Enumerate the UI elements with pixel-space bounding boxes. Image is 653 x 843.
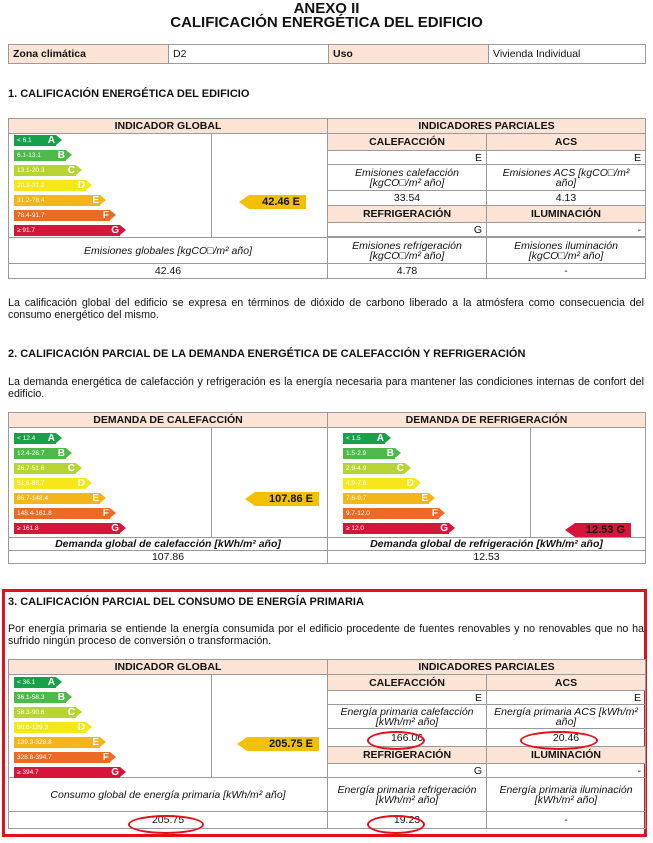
s3-ref-value: 19.23	[328, 812, 487, 829]
s2-cal-bar-a	[14, 433, 56, 444]
s2-ref-bar-letter: G	[440, 523, 448, 534]
s1-iluminacion-header: ILUMINACIÓN	[487, 206, 646, 223]
uso-label: Uso	[329, 45, 489, 64]
highlight-oval-global	[128, 815, 204, 834]
s2-ref-bar-letter: B	[386, 448, 394, 459]
s3-bar-f	[14, 752, 110, 763]
s1-acs-letter: E	[487, 151, 646, 165]
highlight-oval-cal	[367, 731, 425, 750]
s2-ref-bar-range: 9.7-12.0	[346, 510, 370, 517]
s2-cal-bar-range: 148.4-161.8	[17, 510, 52, 517]
s2-ref-bar-letter: F	[431, 508, 438, 519]
s1-calefaccion-header: CALEFACCIÓN	[328, 134, 487, 151]
s1-bar-a	[14, 135, 56, 146]
s3-bar-letter: A	[47, 677, 55, 688]
s3-bar-e	[14, 737, 100, 748]
s1-bar-b	[14, 150, 66, 161]
s3-ref-label: Energía primaria refrigeración [kWh/m² año]	[328, 778, 487, 812]
s2-cal-bar-letter: G	[111, 523, 119, 534]
s1-bar-letter: C	[67, 165, 75, 176]
s1-bar-e	[14, 195, 100, 206]
s1-indicator-cell	[212, 134, 328, 238]
s2-ref-bar-letter: D	[406, 478, 414, 489]
s1-bar-range: 20.3-31.2	[17, 182, 45, 189]
s1-ref-value: 4.78	[328, 264, 487, 279]
s2-ref-bar-d	[343, 478, 415, 489]
s1-cal-letter: E	[328, 151, 487, 165]
s3-cal-value: 166.06	[328, 729, 487, 747]
section2-heading: 2. CALIFICACIÓN PARCIAL DE LA DEMANDA ENERGÉTICA DE CALEFACCIÓN Y REFRIGERACIÓN	[8, 348, 526, 360]
s2-ref-bar-letter: A	[376, 433, 384, 444]
s3-bar-range: < 36.1	[17, 679, 36, 686]
s1-bar-range: < 6.1	[17, 137, 32, 144]
s3-ref-letter: G	[328, 764, 487, 778]
s2-cal-bar-d	[14, 478, 86, 489]
zone-table	[8, 44, 646, 64]
s3-bar-range: 58.3-90.6	[17, 709, 45, 716]
s3-global-label: Consumo global de energía primaria [kWh/m² año]	[9, 778, 328, 812]
s1-ilu-value: -	[487, 264, 646, 279]
s1-global-label: Emisiones globales [kgCO□/m² año]	[9, 238, 328, 264]
s1-acs-value: 4.13	[487, 191, 646, 206]
s1-ref-letter: G	[328, 223, 487, 237]
s2-cal-bar-letter: C	[67, 463, 75, 474]
s3-global-value: 205.75	[9, 812, 328, 829]
s2-ref-bar-range: 7.6-9.7	[346, 495, 367, 502]
s2-ref-indicator-cell	[531, 428, 646, 538]
s3-bar-range: ≥ 394.7	[17, 769, 39, 776]
s1-bar-c	[14, 165, 76, 176]
s2-cal-bar-range: 51.6-86.7	[17, 480, 45, 487]
zone-label: Zona climática	[9, 45, 169, 64]
uso-value: Vivienda Individual	[489, 45, 646, 64]
s1-acs-header: ACS	[487, 134, 646, 151]
section1-heading: 1. CALIFICACIÓN ENERGÉTICA DEL EDIFICIO	[8, 88, 250, 100]
s2-ref-bar-range: ≥ 12.0	[346, 525, 365, 532]
s3-indicador-global-header: INDICADOR GLOBAL	[9, 660, 328, 675]
s2-cal-bar-range: 12.4-26.7	[17, 450, 45, 457]
s1-bar-range: 6.1-13.1	[17, 152, 41, 159]
s2-ref-bar-f	[343, 508, 439, 519]
s1-global-indicator: 42.46 E	[249, 195, 306, 209]
s1-bar-letter: B	[57, 150, 65, 161]
s2-cal-bar-letter: E	[92, 493, 99, 504]
s3-bar-letter: D	[77, 722, 85, 733]
s2-cal-bar-e	[14, 493, 100, 504]
s2-paragraph: La demanda energética de calefacción y refrigeración es la energía necesaria para mantener las condiciones internas de confort del edificio.	[8, 376, 644, 400]
s3-acs-header: ACS	[487, 675, 646, 691]
zone-value: D2	[169, 45, 329, 64]
s3-calefaccion-header: CALEFACCIÓN	[328, 675, 487, 691]
s1-bar-range: ≥ 91.7	[17, 227, 36, 234]
s3-bar-a	[14, 677, 56, 688]
s2-cal-label: Demanda global de calefacción [kWh/m² año]	[9, 538, 328, 551]
s1-acs-label: Emisiones ACS [kgCO□/m² año]	[487, 165, 646, 191]
s2-cal-indicator: 107.86 E	[255, 492, 319, 506]
page-title: CALIFICACIÓN ENERGÉTICA DEL EDIFICIO	[170, 14, 483, 31]
s2-cal-indicator-cell	[212, 428, 328, 538]
s2-cal-value: 107.86	[9, 551, 328, 564]
s2-ref-label: Demanda global de refrigeración [kWh/m² año]	[328, 538, 646, 551]
s2-cal-header: DEMANDA DE CALEFACCIÓN	[9, 413, 328, 428]
s3-cal-letter: E	[328, 691, 487, 705]
s2-cal-bar-range: 86.7-148.4	[17, 495, 49, 502]
s3-acs-label: Energía primaria ACS [kWh/m² año]	[487, 705, 646, 729]
s3-acs-letter: E	[487, 691, 646, 705]
s3-ilu-letter: -	[487, 764, 646, 778]
s2-ref-bar-range: < 1.5	[346, 435, 361, 442]
section2-table	[8, 412, 646, 564]
s2-cal-bar-range: 26.7-51.6	[17, 465, 45, 472]
s2-ref-bar-c	[343, 463, 405, 474]
s3-ilu-value: -	[487, 812, 646, 829]
s1-global-value: 42.46	[9, 264, 328, 279]
s1-bar-letter: A	[47, 135, 55, 146]
s1-bar-range: 31.2-78.4	[17, 197, 45, 204]
indicadores-parciales-header: INDICADORES PARCIALES	[328, 119, 646, 134]
s3-bar-letter: E	[92, 737, 99, 748]
s1-bar-d	[14, 180, 86, 191]
s2-ref-bar-b	[343, 448, 395, 459]
s2-ref-bar-e	[343, 493, 429, 504]
s2-cal-bar-letter: B	[57, 448, 65, 459]
s2-ref-bar-letter: E	[421, 493, 428, 504]
s3-bar-letter: B	[57, 692, 65, 703]
s1-bar-range: 78.4-91.7	[17, 212, 45, 219]
s1-refrigeracion-header: REFRIGERACIÓN	[328, 206, 487, 223]
s3-global-indicator: 205.75 E	[247, 737, 319, 751]
s3-cal-label: Energía primaria calefacción [kWh/m² año]	[328, 705, 487, 729]
s2-ref-value: 12.53	[328, 551, 646, 564]
s3-bar-range: 90.6-139.3	[17, 724, 49, 731]
s1-bar-range: 13.1-20.3	[17, 167, 45, 174]
s1-bar-letter: F	[102, 210, 109, 221]
s2-cal-bar-f	[14, 508, 110, 519]
s2-cal-bar-letter: F	[102, 508, 109, 519]
s1-ilu-letter: -	[487, 223, 646, 237]
s2-cal-bar-g	[14, 523, 120, 534]
s3-bar-range: 328.8-394.7	[17, 754, 52, 761]
s3-acs-value: 20.46	[487, 729, 646, 747]
s3-ilu-label: Energía primaria iluminación [kWh/m² año]	[487, 778, 646, 812]
s3-bar-letter: G	[111, 767, 119, 778]
section3-heading: 3. CALIFICACIÓN PARCIAL DEL CONSUMO DE ENERGÍA PRIMARIA	[8, 596, 364, 608]
s2-cal-bar-letter: D	[77, 478, 85, 489]
s3-bar-letter: C	[67, 707, 75, 718]
annex-label: ANEXO II	[293, 0, 360, 17]
s1-bar-letter: G	[111, 225, 119, 236]
s3-bar-range: 139.3-328.8	[17, 739, 52, 746]
highlight-oval-ref	[367, 815, 425, 834]
s2-cal-bar-c	[14, 463, 76, 474]
s2-cal-bar-letter: A	[47, 433, 55, 444]
indicador-global-header: INDICADOR GLOBAL	[9, 119, 328, 134]
s3-bar-c	[14, 707, 76, 718]
s1-paragraph: La calificación global del edificio se expresa en términos de dióxido de carbono liberado a la atmósfera como consecuencia del consumo energético del mismo.	[8, 297, 644, 321]
s3-bar-g	[14, 767, 120, 778]
s3-indicator-cell	[212, 675, 328, 778]
s3-paragraph: Por energía primaria se entiende la energía consumida por el edificio procedente de fuentes renovables y no renovables que no ha sufrido ningún proceso de conversión o transformación.	[8, 623, 644, 647]
s2-ref-bar-range: 1.5-2.9	[346, 450, 367, 457]
s1-bar-letter: D	[77, 180, 85, 191]
s1-cal-value: 33.54	[328, 191, 487, 206]
s2-ref-bar-range: 4.9-7.6	[346, 480, 367, 487]
s1-bar-g	[14, 225, 120, 236]
highlight-oval-acs	[520, 731, 598, 750]
s1-cal-label: Emisiones calefacción [kgCO□/m² año]	[328, 165, 487, 191]
s2-cal-bar-b	[14, 448, 66, 459]
s3-indicadores-parciales-header: INDICADORES PARCIALES	[328, 660, 646, 675]
s2-cal-bar-range: ≥ 161.8	[17, 525, 39, 532]
s2-ref-bar-g	[343, 523, 449, 534]
s3-bar-b	[14, 692, 66, 703]
s2-ref-header: DEMANDA DE REFRIGERACIÓN	[328, 413, 646, 428]
s2-ref-indicator: 12.53 G	[575, 523, 631, 537]
s2-ref-bar-letter: C	[396, 463, 404, 474]
s3-refrigeracion-header: REFRIGERACIÓN	[328, 747, 487, 764]
s1-ilu-label: Emisiones iluminación [kgCO□/m² año]	[487, 238, 646, 264]
s2-ref-bar-a	[343, 433, 385, 444]
s3-iluminacion-header: ILUMINACIÓN	[487, 747, 646, 764]
s1-bar-f	[14, 210, 110, 221]
s1-bar-letter: E	[92, 195, 99, 206]
s3-bar-d	[14, 722, 86, 733]
s3-bar-range: 36.1-58.3	[17, 694, 45, 701]
s2-cal-bar-range: < 12.4	[17, 435, 36, 442]
s2-ref-bar-range: 2.9-4.9	[346, 465, 367, 472]
s1-ref-label: Emisiones refrigeración [kgCO□/m² año]	[328, 238, 487, 264]
s3-bar-letter: F	[102, 752, 109, 763]
